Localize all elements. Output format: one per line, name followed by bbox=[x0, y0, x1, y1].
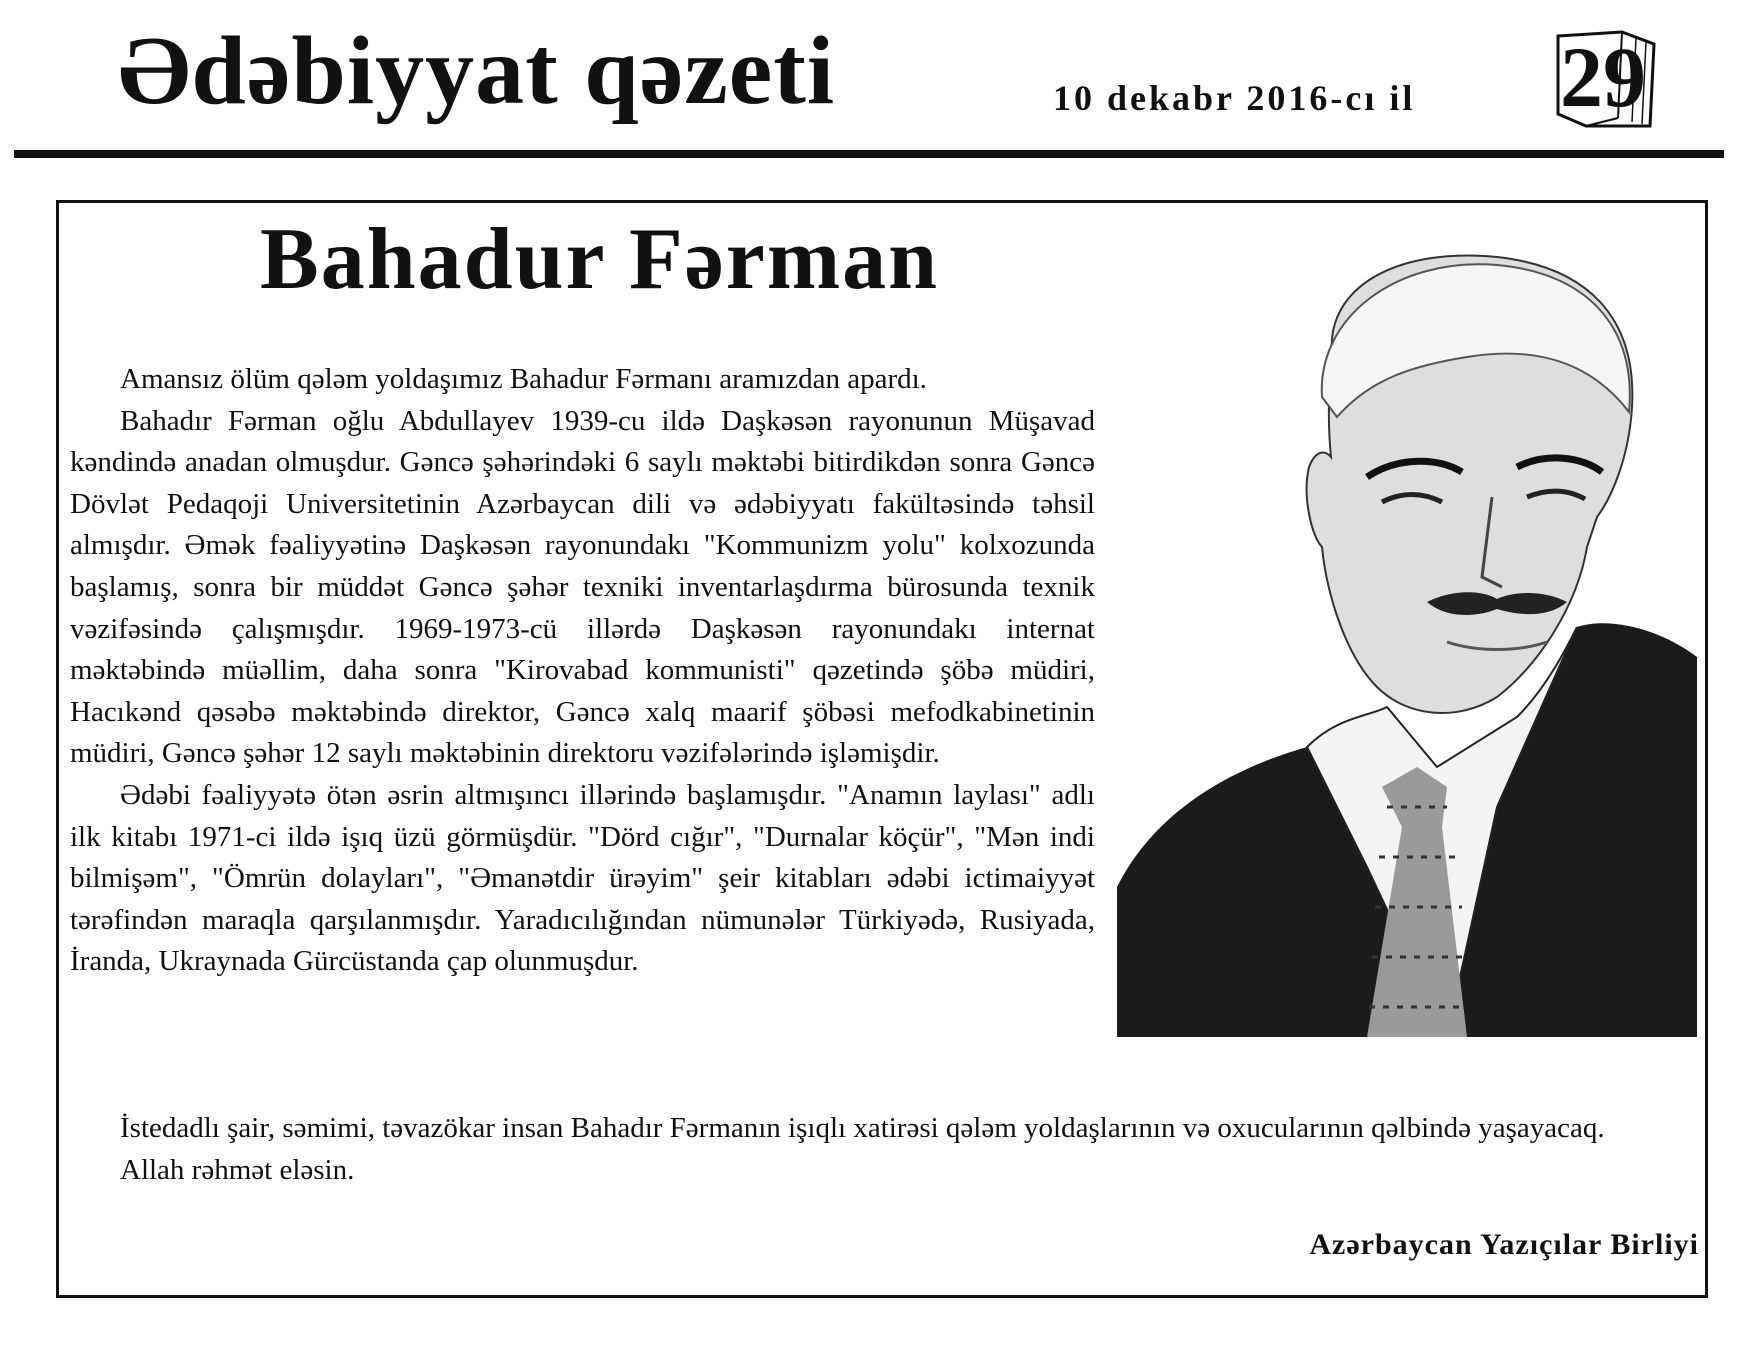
article-paragraph: Bahadır Fərman oğlu Abdullayev 1939-cu ildə Daşkəsən rayonunun Müşavad kəndində anadan olmuşdur. Gəncə şəhərindəki 6 saylı məktəbi bitirdikdən sonra Gəncə Dövlət Pedaqoji Universitetinin Azərbaycan dili və ədəbiyyatı fakültəsində təhsil almışdır. Əmək fəaliyyətinə Daşkəsən rayonundakı "Kommunizm yolu" kolxozunda başlamış, sonra bir müddət Gəncə şəhər texniki inventarlaşdırma bürosunda texnik vəzifəsində çalışmışdır. 1969-1973-cü illərdə Daşkəsən rayonundakı internat məktəbində müəllim, daha sonra "Kirovabad kommunisti" qəzetində şöbə müdiri, Hacıkənd qəsəbə məktəbində direktor, Gəncə xalq maarif şöbəsi mefodkabinetinin müdiri, Gəncə şəhər 12 saylı məktəbinin direktoru vəzifələrində işləmişdir. bbox=[70, 404, 1095, 770]
page-number-badge bbox=[1556, 30, 1660, 128]
article-paragraph: Ədəbi fəaliyyətə ötən əsrin altmışıncı illərində başlamışdır. "Anamın laylası" adlı ilk kitabı 1971-ci ildə işıq üzü görmüşdür. "Dörd cığır", "Durnalar köçür", "Mən indi bilmişəm", "Ömrün dolayları", "Əmanətdir ürəyim" şeir kitabları ədəbi ictimaiyyət tərəfindən maraqla qarşılanmışdır. Yaradıcılığından nümunələr Türkiyədə, Rusiyada, İranda, Ukraynada Gürcüstanda çap olunmuşdur. bbox=[70, 778, 1095, 978]
article-headline: Bahadur Fərman bbox=[260, 211, 940, 308]
newspaper-title: Ədəbiyyat qəzeti bbox=[118, 17, 836, 125]
page-number: 29 bbox=[1560, 29, 1646, 125]
article-signature: Azərbaycan Yazıçılar Birliyi bbox=[1309, 1228, 1699, 1261]
closing-paragraph: İstedadlı şair, səmimi, təvazökar insan Bahadır Fərmanın işıqlı xatirəsi qələm yoldaşlarının və oxucularının qəlbində yaşayacaq. bbox=[120, 1112, 1605, 1144]
issue-date: 10 dekabr 2016-cı il bbox=[1053, 78, 1416, 118]
portrait-photo bbox=[1117, 247, 1697, 1037]
article-paragraph: Amansız ölüm qələm yoldaşımız Bahadur Fərmanı aramızdan apardı. bbox=[120, 363, 927, 395]
article-closing bbox=[70, 1108, 1696, 1191]
closing-paragraph: Allah rəhmət eləsin. bbox=[120, 1153, 355, 1186]
masthead-divider bbox=[14, 150, 1724, 158]
article-body bbox=[70, 359, 1095, 983]
